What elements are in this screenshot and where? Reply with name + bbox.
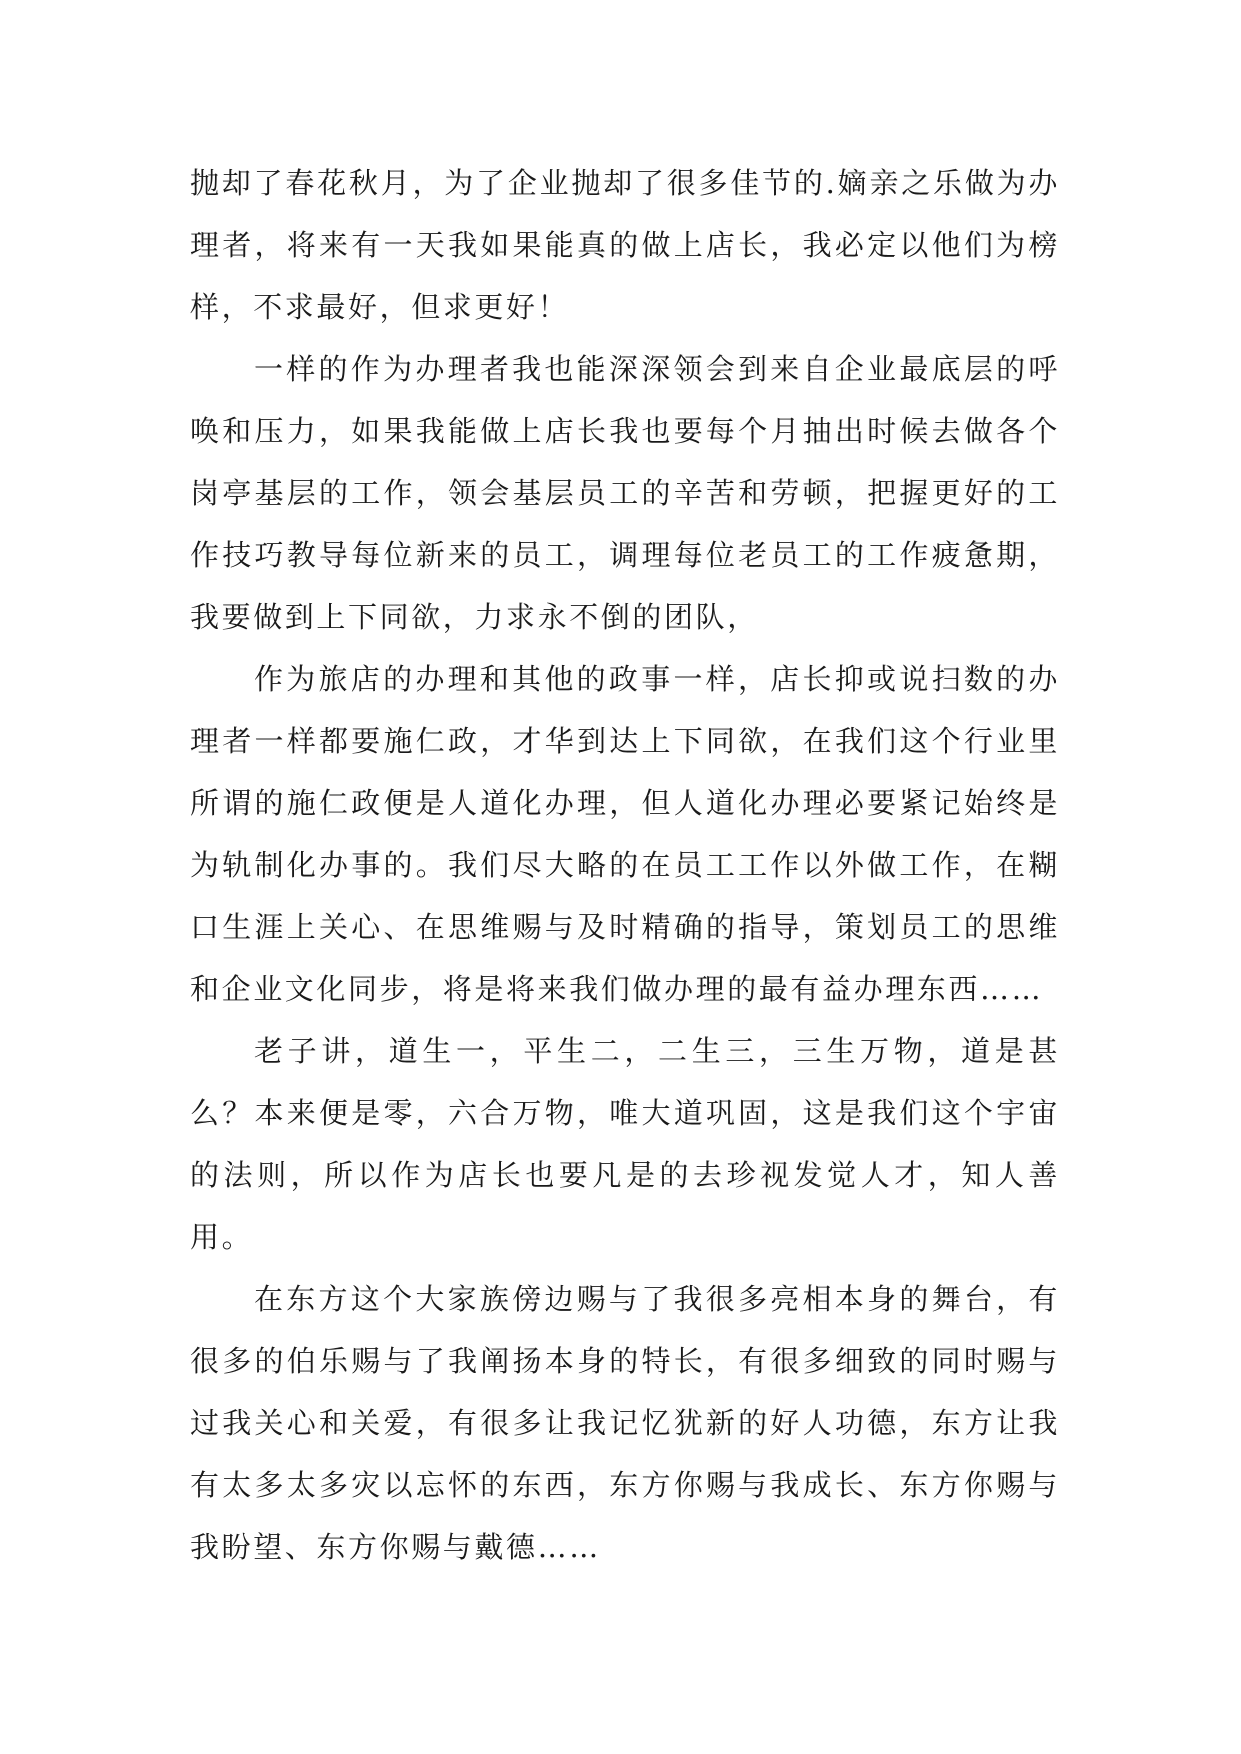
paragraph-2: 一样的作为办理者我也能深深领会到来自企业最底层的呼唤和压力，如果我能做上店长我也要每个月抽出时候去做各个岗亭基层的工作，领会基层员工的辛苦和劳顿，把握更好的工作技巧教导每位新来的员工，调理每位老员工的工作疲惫期，我要做到上下同欲，力求永不倒的团队， (190, 352, 1060, 634)
paragraph-5: 在东方这个大家族傍边赐与了我很多亮相本身的舞台，有很多的伯乐赐与了我阐扬本身的特长，有很多细致的同时赐与过我关心和关爱，有很多让我记忆犹新的好人功德，东方让我有太多太多灾以忘怀的东西，东方你赐与我成长、东方你赐与我盼望、东方你赐与戴德…… (190, 1282, 1060, 1564)
paragraph-3: 作为旅店的办理和其他的政事一样，店长抑或说扫数的办理者一样都要施仁政，才华到达上下同欲，在我们这个行业里所谓的施仁政便是人道化办理，但人道化办理必要紧记始终是为轨制化办事的。我们尽大略的在员工工作以外做工作，在糊口生涯上关心、在思维赐与及时精确的指导，策划员工的思维和企业文化同步，将是将来我们做办理的最有益办理东西…… (190, 662, 1060, 1006)
body-text (190, 152, 1060, 1578)
paragraph-1: 抛却了春花秋月，为了企业抛却了很多佳节的.嫡亲之乐做为办理者，将来有一天我如果能真的做上店长，我必定以他们为榜样，不求最好，但求更好！ (190, 166, 1060, 324)
paragraph-4: 老子讲，道生一，平生二，二生三，三生万物，道是甚么？本来便是零，六合万物，唯大道巩固，这是我们这个宇宙的法则，所以作为店长也要凡是的去珍视发觉人才，知人善用。 (190, 1034, 1060, 1254)
